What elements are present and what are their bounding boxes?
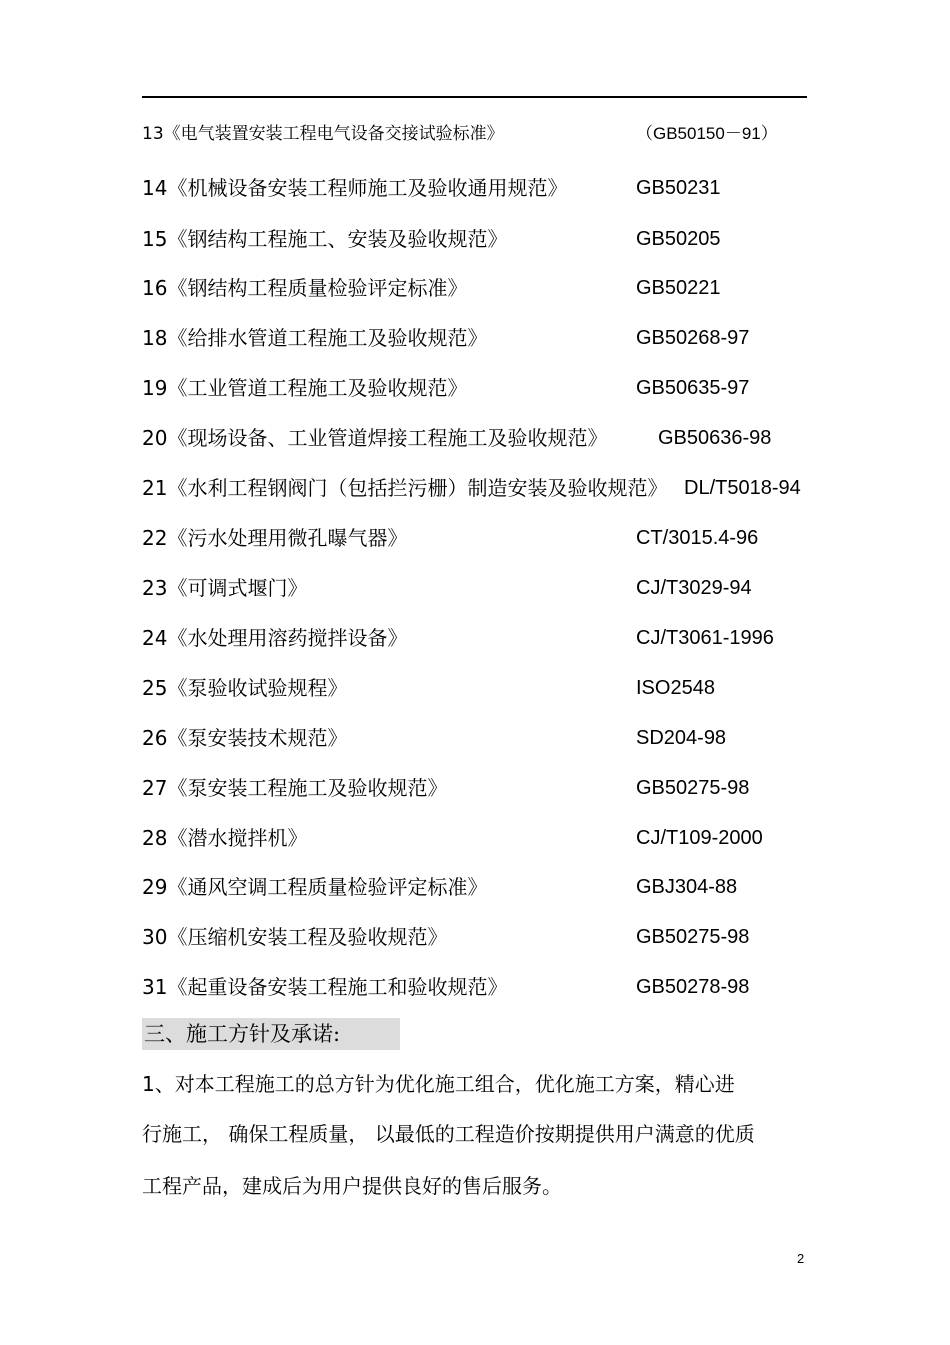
standard-name: 21《水利工程钢阀门（包括拦污栅）制造安装及验收规范》	[142, 476, 668, 500]
list-item	[142, 972, 822, 1002]
list-item	[142, 273, 822, 303]
list-item	[142, 323, 822, 353]
list-item	[142, 872, 822, 902]
standard-name: 23《可调式堰门》	[142, 576, 308, 600]
list-item	[142, 473, 822, 503]
list-item	[142, 573, 822, 603]
list-item	[142, 773, 822, 803]
standard-code: GB50275-98	[636, 777, 750, 799]
standard-code: ISO2548	[636, 677, 715, 699]
standard-name: 18《给排水管道工程施工及验收规范》	[142, 326, 488, 350]
list-item	[142, 373, 822, 403]
standard-name: 27《泵安装工程施工及验收规范》	[142, 776, 448, 800]
standard-name: 20《现场设备、工业管道焊接工程施工及验收规范》	[142, 426, 608, 450]
standard-name: 13《电气装置安装工程电气设备交接试验标准》	[142, 124, 504, 144]
paragraph-line: 工程产品，建成后为用户提供良好的售后服务。	[142, 1174, 562, 1198]
standard-code: CJ/T109-2000	[636, 827, 763, 849]
standard-code: CJ/T3061-1996	[636, 627, 774, 649]
standard-code: GB50268-97	[636, 327, 750, 349]
list-item	[142, 723, 822, 753]
standard-name: 19《工业管道工程施工及验收规范》	[142, 376, 468, 400]
standard-code: GB50231	[636, 177, 721, 199]
list-item	[142, 423, 822, 453]
standard-name: 26《泵安装技术规范》	[142, 726, 348, 750]
standard-code: GB50635-97	[636, 377, 750, 399]
standard-code: GB50205	[636, 228, 721, 250]
standard-code: GB50636-98	[658, 427, 772, 449]
list-item	[142, 173, 822, 203]
list-item	[142, 119, 822, 149]
standard-name: 24《水处理用溶药搅拌设备》	[142, 626, 408, 650]
standard-code: GBJ304-88	[636, 876, 738, 898]
list-item	[142, 673, 822, 703]
standard-name: 29《通风空调工程质量检验评定标准》	[142, 875, 488, 899]
standard-code: DL/T5018-94	[684, 477, 801, 499]
standard-name: 25《泵验收试验规程》	[142, 676, 348, 700]
list-item	[142, 224, 822, 254]
list-item	[142, 623, 822, 653]
standard-name: 14《机械设备安装工程师施工及验收通用规范》	[142, 176, 568, 200]
section-heading: 三、施工方针及承诺:	[142, 1018, 400, 1050]
standard-code: GB50278-98	[636, 976, 750, 998]
standard-name: 16《钢结构工程质量检验评定标准》	[142, 276, 468, 300]
standard-name: 30《压缩机安装工程及验收规范》	[142, 925, 448, 949]
list-item	[142, 523, 822, 553]
standard-name: 22《污水处理用微孔曝气器》	[142, 526, 408, 550]
standard-code: CJ/T3029-94	[636, 577, 752, 599]
standard-code: SD204-98	[636, 727, 727, 749]
standard-name: 31《起重设备安装工程施工和验收规范》	[142, 975, 508, 999]
paragraph-line: 行施工， 确保工程质量， 以最低的工程造价按期提供用户满意的优质	[142, 1122, 755, 1146]
list-item	[142, 922, 822, 952]
standard-code: CT/3015.4-96	[636, 527, 759, 549]
header-rule	[142, 96, 807, 98]
paragraph-line: 1、对本工程施工的总方针为优化施工组合，优化施工方案，精心进	[142, 1072, 735, 1096]
page-number: 2	[797, 1251, 805, 1266]
standard-code: （GB50150－91）	[636, 124, 778, 143]
standard-name: 28《潜水搅拌机》	[142, 826, 308, 850]
list-item	[142, 823, 822, 853]
standard-code: GB50221	[636, 277, 721, 299]
standard-name: 15《钢结构工程施工、安装及验收规范》	[142, 227, 508, 251]
standard-code: GB50275-98	[636, 926, 750, 948]
